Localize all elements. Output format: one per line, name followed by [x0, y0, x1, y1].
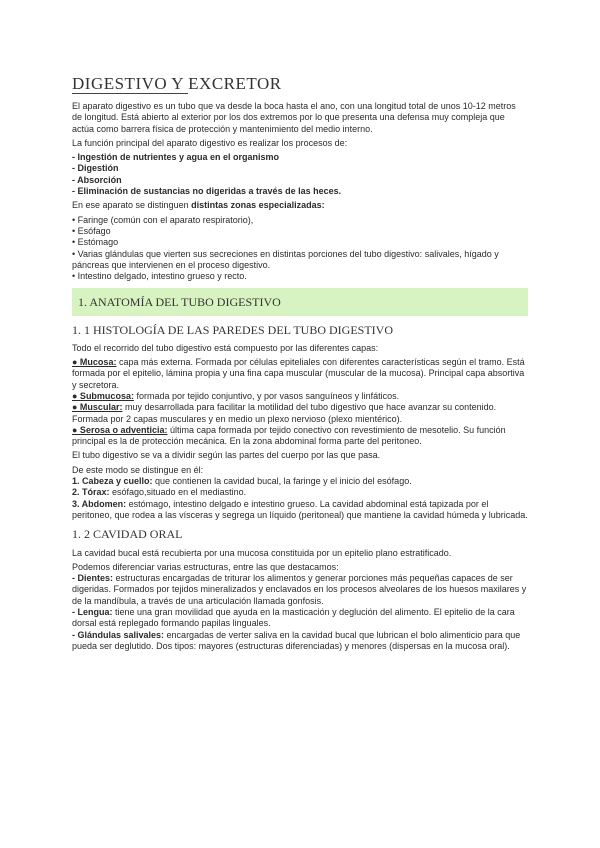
- part-item: 2. Tórax: esófago,situado en el mediastino.: [72, 487, 247, 498]
- layer-item: ● Muscular: muy desarrollada para facilitar la motilidad del tubo digestivo que hace avanzar su contenido. Formada por 2 capas musculares y en medio un plexo nervioso (plexo mientérico).: [72, 402, 497, 424]
- function-paragraph: La función principal del aparato digestivo es realizar los procesos de:: [72, 137, 348, 148]
- subsection-heading-histology: 1. 1 HISTOLOGÍA DE LAS PAREDES DEL TUBO DIGESTIVO: [72, 323, 394, 338]
- subsection-heading-oral: 1. 2 CAVIDAD ORAL: [72, 527, 183, 542]
- section-heading-bar: [72, 288, 528, 316]
- zone-item: • Esófago: [72, 225, 111, 236]
- division-paragraph: El tubo digestivo se va a dividir según las partes del cuerpo por las que pasa.: [72, 450, 381, 461]
- process-item: - Digestión: [72, 163, 119, 174]
- distinguish-line: De este modo se distingue en él:: [72, 464, 204, 475]
- structures-list: [72, 573, 528, 652]
- parts-list: [72, 476, 528, 521]
- structure-item: - Lengua: tiene una gran movilidad que ayuda en la masticación y deglución del alimento. El epitelio de la cara dorsal está replegado formando papilas linguales.: [72, 606, 515, 629]
- zone-item: • Estómago: [72, 237, 119, 248]
- layer-item: ● Mucosa: capa más externa. Formada por células epiteliales con diferentes características según el tramo. Está formada por el epitelio, lámina propia y una fina capa muscular (muscular de la mucosa). Principal capa absortiva y secretora.: [72, 357, 525, 390]
- structures-line: Podemos diferenciar varias estructuras, entre las que destacamos:: [72, 561, 339, 572]
- zones-list: [72, 215, 528, 283]
- oral-intro: La cavidad bucal está recubierta por una mucosa constituida por un epitelio plano estratificado.: [72, 547, 452, 558]
- part-item: 3. Abdomen: estómago, intestino delgado e intestino grueso. La cavidad abdominal está tapizada por el peritoneo, que rodea a las vísceras y segrega un líquido (peritoneal) que mantiene la cavidad húmeda y lubricada.: [72, 498, 528, 520]
- layer-item: ● Submucosa: formada por tejido conjuntivo, y por vasos sanguíneos y linfáticos.: [72, 390, 400, 401]
- title-underline: [72, 93, 188, 94]
- zone-item: • Intestino delgado, intestino grueso y recto.: [72, 271, 247, 282]
- part-item: 1. Cabeza y cuello: que contienen la cavidad bucal, la faringe y el inicio del esófago.: [72, 476, 412, 487]
- section-heading: 1. ANATOMÍA DEL TUBO DIGESTIVO: [78, 294, 281, 309]
- zone-item: • Varias glándulas que vierten sus secreciones en distintas porciones del tubo digestivo: salivales, hígado y páncreas que intervienen en el proceso digestivo.: [72, 248, 499, 270]
- layers-intro: Todo el recorrido del tubo digestivo está compuesto por las diferentes capas:: [72, 342, 379, 353]
- process-item: - Eliminación de sustancias no digeridas a través de las heces.: [72, 186, 342, 197]
- structure-item: - Glándulas salivales: encargadas de verter saliva en la cavidad bucal que lubrican el bolo alimenticio para que pueda ser deglutido. Dos tipos: mayores (estructuras diferenciadas) y menores (dispersas en la mucosa oral).: [72, 629, 521, 651]
- process-list: [72, 152, 528, 197]
- zones-paragraph: En ese aparato se distinguen distintas zonas especializadas:: [72, 200, 325, 211]
- structure-item: - Dientes: estructuras encargadas de triturar los alimentos y generar porciones más pequeñas capaces de ser digeridas. Formados por tejidos mineralizados y enclavados en los procesos alveolares de los huesos maxilares y de la mandíbula, a través de una articulación llamada gonfosis.: [72, 573, 527, 606]
- process-item: - Absorción: [72, 174, 122, 185]
- page-title: DIGESTIVO Y EXCRETOR: [72, 74, 282, 93]
- zone-item: • Faringe (común con el aparato respiratorio),: [72, 214, 254, 225]
- document-body: [72, 101, 528, 655]
- layer-item: ● Serosa o adventicia: última capa formada por tejido conectivo con revestimiento de mesotelio. Su función principal es la de protección mecánica. En la zona abdominal forma parte del peritoneo.: [72, 424, 506, 447]
- intro-paragraph: El aparato digestivo es un tubo que va desde la boca hasta el ano, con una longitud total de unos 10-12 metros de longitud. Está abierto al exterior por los dos extremos por lo que presenta una defensa muy compleja que actúa como barrera física de protección y mantenimiento del medio interno.: [72, 101, 516, 134]
- process-item: - Ingestión de nutrientes y agua en el organismo: [72, 152, 280, 163]
- layers-list: [72, 357, 528, 447]
